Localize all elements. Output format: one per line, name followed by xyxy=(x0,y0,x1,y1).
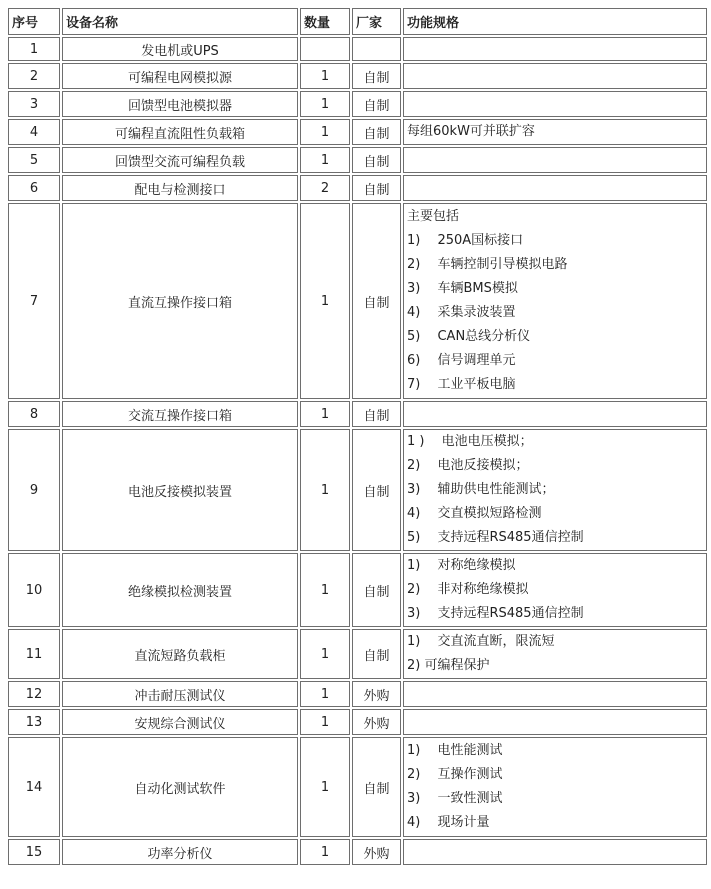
spec-line: 2) 互操作测试 xyxy=(407,767,503,782)
header-spec: 功能规格 xyxy=(403,8,707,35)
spec-line: 6) 信号调理单元 xyxy=(407,353,516,368)
table-row xyxy=(8,203,707,399)
cell-name: 回馈型交流可编程负载 xyxy=(62,147,298,173)
cell-qty: 1 xyxy=(300,119,350,145)
cell-spec xyxy=(403,681,707,707)
header-qty: 数量 xyxy=(300,8,350,35)
spec-line: 3) 一致性测试 xyxy=(407,791,503,806)
spec-line: 2) 车辆控制引导模拟电路 xyxy=(407,257,568,272)
spec-line: 1) 250A国标接口 xyxy=(407,233,524,248)
spec-line: 1 ) 电池电压模拟； xyxy=(407,434,533,449)
cell-spec xyxy=(403,839,707,865)
cell-qty: 2 xyxy=(300,175,350,201)
cell-maker: 自制 xyxy=(352,629,401,679)
cell-no: 10 xyxy=(8,553,60,627)
cell-no: 3 xyxy=(8,91,60,117)
cell-qty: 1 xyxy=(300,553,350,627)
cell-qty: 1 xyxy=(300,401,350,427)
cell-name: 可编程电网模拟源 xyxy=(62,63,298,89)
cell-no: 11 xyxy=(8,629,60,679)
cell-no: 4 xyxy=(8,119,60,145)
cell-maker: 外购 xyxy=(352,839,401,865)
table-row xyxy=(8,839,707,865)
table-row xyxy=(8,553,707,627)
cell-name: 冲击耐压测试仪 xyxy=(62,681,298,707)
cell-no: 1 xyxy=(8,37,60,61)
cell-spec xyxy=(403,175,707,201)
table-row xyxy=(8,91,707,117)
spec-line: 1) 对称绝缘模拟 xyxy=(407,558,516,573)
table-row xyxy=(8,709,707,735)
cell-maker: 自制 xyxy=(352,175,401,201)
cell-spec xyxy=(403,709,707,735)
cell-spec xyxy=(403,119,707,145)
spec-line: 3) 车辆BMS模拟 xyxy=(407,281,518,296)
table-row xyxy=(8,37,707,61)
header-no: 序号 xyxy=(8,8,60,35)
cell-maker: 自制 xyxy=(352,119,401,145)
cell-spec xyxy=(403,429,707,551)
cell-maker xyxy=(352,37,401,61)
cell-spec xyxy=(403,629,707,679)
spec-line: 5) 支持远程RS485通信控制 xyxy=(407,530,584,545)
spec-line: 主要包括 xyxy=(407,209,460,224)
table-row xyxy=(8,175,707,201)
cell-maker: 外购 xyxy=(352,681,401,707)
cell-no: 12 xyxy=(8,681,60,707)
cell-name: 功率分析仪 xyxy=(62,839,298,865)
cell-spec xyxy=(403,553,707,627)
cell-name: 自动化测试软件 xyxy=(62,737,298,837)
cell-no: 9 xyxy=(8,429,60,551)
cell-no: 6 xyxy=(8,175,60,201)
cell-name: 直流互操作接口箱 xyxy=(62,203,298,399)
cell-name: 安规综合测试仪 xyxy=(62,709,298,735)
header-maker: 厂家 xyxy=(352,8,401,35)
spec-line: 3) 辅助供电性能测试； xyxy=(407,482,555,497)
spec-line: 5) CAN总线分析仪 xyxy=(407,329,531,344)
cell-name: 可编程直流阻性负载箱 xyxy=(62,119,298,145)
spec-line: 2) 可编程保护 xyxy=(407,658,490,673)
cell-maker: 自制 xyxy=(352,63,401,89)
cell-qty: 1 xyxy=(300,91,350,117)
cell-maker: 自制 xyxy=(352,553,401,627)
header-name: 设备名称 xyxy=(62,8,298,35)
table-row xyxy=(8,401,707,427)
cell-no: 8 xyxy=(8,401,60,427)
cell-maker: 自制 xyxy=(352,91,401,117)
cell-maker: 自制 xyxy=(352,203,401,399)
spec-line: 1) 电性能测试 xyxy=(407,743,503,758)
spec-line: 每组60kW可并联扩容 xyxy=(407,124,535,139)
cell-qty: 1 xyxy=(300,203,350,399)
table-row xyxy=(8,681,707,707)
cell-spec xyxy=(403,91,707,117)
table-row xyxy=(8,147,707,173)
cell-qty: 1 xyxy=(300,629,350,679)
cell-spec xyxy=(403,37,707,61)
cell-qty: 1 xyxy=(300,147,350,173)
spec-line: 1) 交直流直断，限流短 xyxy=(407,634,555,649)
spec-line: 2) 非对称绝缘模拟 xyxy=(407,582,529,597)
cell-spec xyxy=(403,203,707,399)
cell-name: 回馈型电池模拟器 xyxy=(62,91,298,117)
cell-no: 7 xyxy=(8,203,60,399)
cell-qty: 1 xyxy=(300,737,350,837)
cell-maker: 自制 xyxy=(352,401,401,427)
cell-spec xyxy=(403,63,707,89)
cell-name: 电池反接模拟装置 xyxy=(62,429,298,551)
spec-line: 4) 采集录波装置 xyxy=(407,305,516,320)
spec-line: 7) 工业平板电脑 xyxy=(407,377,516,392)
table-row xyxy=(8,63,707,89)
cell-spec xyxy=(403,147,707,173)
cell-no: 14 xyxy=(8,737,60,837)
table-row xyxy=(8,629,707,679)
cell-qty: 1 xyxy=(300,839,350,865)
cell-maker: 自制 xyxy=(352,737,401,837)
cell-name: 绝缘模拟检测装置 xyxy=(62,553,298,627)
cell-maker: 外购 xyxy=(352,709,401,735)
header-row xyxy=(8,8,707,35)
cell-spec xyxy=(403,737,707,837)
cell-no: 2 xyxy=(8,63,60,89)
cell-qty xyxy=(300,37,350,61)
cell-no: 13 xyxy=(8,709,60,735)
spec-line: 4) 现场计量 xyxy=(407,815,490,830)
spec-line: 2) 电池反接模拟； xyxy=(407,458,529,473)
cell-name: 发电机或UPS xyxy=(62,37,298,61)
table-row xyxy=(8,737,707,837)
cell-no: 15 xyxy=(8,839,60,865)
cell-spec xyxy=(403,401,707,427)
spec-line: 3) 支持远程RS485通信控制 xyxy=(407,606,584,621)
table-row xyxy=(8,429,707,551)
cell-maker: 自制 xyxy=(352,147,401,173)
cell-maker: 自制 xyxy=(352,429,401,551)
spec-line: 4) 交直模拟短路检测 xyxy=(407,506,542,521)
cell-name: 交流互操作接口箱 xyxy=(62,401,298,427)
cell-qty: 1 xyxy=(300,709,350,735)
cell-name: 直流短路负载柜 xyxy=(62,629,298,679)
cell-no: 5 xyxy=(8,147,60,173)
table-row xyxy=(8,119,707,145)
cell-qty: 1 xyxy=(300,429,350,551)
cell-name: 配电与检测接口 xyxy=(62,175,298,201)
cell-qty: 1 xyxy=(300,63,350,89)
equipment-table xyxy=(6,6,709,867)
cell-qty: 1 xyxy=(300,681,350,707)
